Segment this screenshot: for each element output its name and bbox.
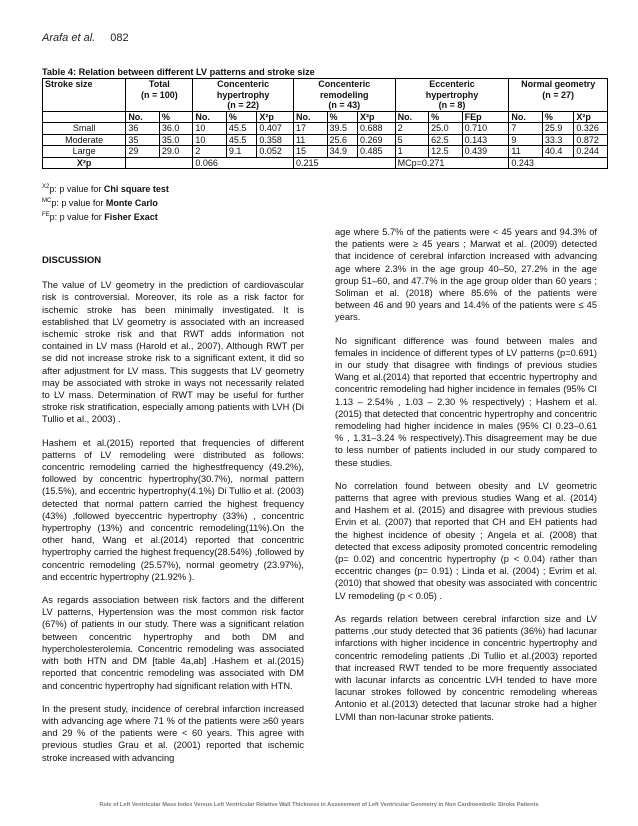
group-n: (n = 43) [328, 100, 361, 110]
table-cell [126, 157, 193, 169]
stroke-size-header: Stroke size [43, 79, 126, 112]
table-cell: 45.5 [226, 123, 256, 135]
note-sup: MC [42, 198, 52, 204]
row-category: Small [43, 123, 126, 135]
table-cell: 0.485 [357, 146, 395, 158]
table-cell: 0.269 [357, 134, 395, 146]
table-cell: 0.688 [357, 123, 395, 135]
note-fisher-exact [42, 209, 169, 223]
sub-pct: % [327, 111, 357, 123]
page-number: 082 [110, 32, 129, 44]
note-bold: Monte Carlo [105, 198, 158, 208]
paragraph: No correlation found between obesity and LV geometric patterns that agree with previous studies Wang et al. (2014) and Hashem et al. (2015) and disagree with previous studies Ervin et al. (2007) that reported that CH and EH patients had the highest incidence of obesity ; Angela et al. (2008) that detected that excess adiposity promoted concentric remodeling (p= 0.02) and concentric hypertrophy (p < 0.04) rather than eccentric changes (p= 0.91) ; Linda et al. (2004) ; Evrim et al. (2010) that showed that obesity was associated with concentric LV remodeling (p < 0.05) . [335, 480, 597, 601]
table-cell: 62.5 [429, 134, 463, 146]
group-n: (n = 100) [140, 89, 178, 100]
running-footer: Role of Left Ventricular Mass Index Versus Left Ventricular Relative Wall Thickness in Assessment of Left Ventricular Geometry in Non Cardioembolic Stroke Patients [99, 802, 539, 808]
paragraph: In the present study, incidence of cerebral infarction increased with advancing age where 71 % of the patients were ≥60 years and 29 % of the patients were < 60 years. This agree with previous studies Grau et al. (2001) reported that ischemic stroke increased with advancing [42, 703, 304, 763]
group-header-concentric-remodeling [293, 79, 395, 112]
table-cell: 33.3 [542, 134, 574, 146]
table-row-chi-square [43, 157, 608, 169]
table-cell: 0.358 [257, 134, 294, 146]
stroke-size-table [42, 78, 608, 169]
sub-no: No. [395, 111, 429, 123]
group-header-concentric-hypertrophy [193, 79, 294, 112]
table-cell: 35 [126, 134, 160, 146]
table-subheader-row [43, 111, 608, 123]
table-row-moderate [43, 134, 608, 146]
note-sup: X2 [42, 184, 50, 190]
table-cell: 1 [395, 146, 429, 158]
table-cell: 0.143 [462, 134, 509, 146]
table-cell: 34.9 [327, 146, 357, 158]
group-label-2: hypertrophy [216, 89, 270, 100]
sub-p: FEp [462, 111, 509, 123]
table-cell: 0.439 [462, 146, 509, 158]
table-cell: 12.5 [429, 146, 463, 158]
group-header-eccentric-hypertrophy [395, 79, 509, 112]
note-bold: Fisher Exact [104, 212, 158, 222]
group-n: (n = 27) [542, 89, 575, 100]
table-cell: 39.5 [327, 123, 357, 135]
sub-pct: % [542, 111, 574, 123]
row-category: Moderate [43, 134, 126, 146]
left-column [42, 255, 304, 775]
note-text: p: p value for [49, 184, 104, 194]
table-row-large [43, 146, 608, 158]
table-cell: 15 [293, 146, 327, 158]
table-cell: 29.0 [159, 146, 193, 158]
sub-no: No. [509, 111, 543, 123]
sub-pct: % [429, 111, 463, 123]
table-title: Table 4: Relation between different LV patterns and stroke size [42, 67, 315, 77]
chi-label: X²p [43, 157, 126, 169]
sub-no: No. [293, 111, 327, 123]
table-cell: 0.872 [574, 134, 608, 146]
table-cell: 0.326 [574, 123, 608, 135]
chi-value-ng: 0.243 [509, 157, 608, 169]
group-n: (n = 8) [438, 100, 466, 110]
paragraph: age where 5.7% of the patients were < 45 years and 94.3% of the patients were ≥ 45 years ; Marwat et al. (2009) detected that incidence of cerebral infarction increased with advancing age where 2.3% in the age group 40–50, 27.2% in the age group 51–60, and 47.7% in the age group older than 60 years ; Soliman et al. (2018) where 85.6% of the patients were between 46 and 90 years and 14.4% of the patients were ≤ 45 years. [335, 227, 597, 323]
table-cell: 11 [293, 134, 327, 146]
paragraph: As regards association between risk factors and the different LV patterns, Hypertension was the most common risk factor (67%) of patients in our study. There was a significant relation between concentric hypertrophy and both DM and hypercholesterolemia. Concentric remodeling was associated with both HTN and DM [table 4a,ab] .Hashem et al.(2015) reported that concentric remodeling was associated with DM and concentric hypertrophy had significant relation with HTN. [42, 595, 304, 691]
paragraph: As regards relation between cerebral infarction size and LV patterns ,our study detected that 36 patients (36%) had lacunar infarctions with higher incidence in concentric hypertrophy and concentric remodeling patients .Di Tullio et al.(2003) reported that increased RWT tended to be more frequently associated with lacunar infarcts as concentric LVH tended to have more lacunar strokes followed by concentric remodeling whereas Antonio et al.(2013) detected that lacunar stroke had a higher LVMI than non-lacunar stroke patients. [335, 613, 597, 722]
table-notes [42, 181, 169, 223]
table-cell: 25.6 [327, 134, 357, 146]
group-header-normal-geometry [509, 79, 608, 112]
row-category: Large [43, 146, 126, 158]
table-cell: 5 [395, 134, 429, 146]
group-n: (n = 22) [227, 100, 260, 110]
group-label: Concenteric [318, 79, 371, 89]
table-cell: 0.052 [257, 146, 294, 158]
table-cell: 11 [509, 146, 543, 158]
sub-no: No. [126, 111, 160, 123]
group-label: Normal geometry [521, 79, 596, 89]
table-cell: 0.710 [462, 123, 509, 135]
empty-cell [43, 111, 126, 123]
table-cell: 35.0 [159, 134, 193, 146]
group-label: Eccenteric [429, 79, 475, 89]
table-cell: 40.4 [542, 146, 574, 158]
group-label: Concenteric [217, 79, 270, 89]
note-text: p: p value for [51, 198, 106, 208]
paragraph: No significant difference was found between males and females in incidence of different types of LV patterns (p=0.691) in our study that disagree with findings of previous studies Wang et al.(2014) that reported that eccentric hypertrophy and concentric remodeling had higher incidence in females (95% CI 1.13 – 2.54% , 1.03 – 2.30 % respectively) ; Hashem et al. (2015) that detected that concentric hypertrophy and concentric remodeling had higher incidence in males (95% CI 0.23–0.61 % , 1.31–3.24 % respectively).This disagreement may be due to less number of patients included in our study compared to these studies. [335, 335, 597, 468]
table-cell: 9 [509, 134, 543, 146]
sub-pct: % [159, 111, 193, 123]
group-label-2: hypertrophy [425, 89, 479, 100]
note-chi-square [42, 181, 169, 195]
table-cell: 0.407 [257, 123, 294, 135]
sub-pct: % [226, 111, 256, 123]
note-text: p: p value for [49, 212, 105, 222]
group-label-2: remodeling [320, 89, 369, 100]
table-cell: 17 [293, 123, 327, 135]
group-label: Total [148, 79, 170, 89]
note-monte-carlo [42, 195, 169, 209]
table-cell: 25.9 [542, 123, 574, 135]
sub-no: No. [193, 111, 227, 123]
paragraph: The value of LV geometry in the prediction of cardiovascular risk is controversial. Moreover, its role as a risk factor for ischemic stroke has been minimally investigated. It is established that LV geometry is associated with an increased ischemic stroke risk and that RWT adds information not contained in LV mass (Harold et al., 2007). Although RWT per se did not increase stroke risk to a significant extent, it did so after adjustment for LV mass. This suggests that LV geometry may be associated with stroke in ways not necessarily related to LV mass. Determination of RWT may be useful for further stroke risk stratification, especially among patients with LVH (Di Tullio et al., 2003) . [42, 280, 304, 425]
right-column [335, 226, 597, 734]
note-sup: FE [42, 212, 50, 218]
chi-value-cr: 0.215 [293, 157, 395, 169]
sub-p: X²p [574, 111, 608, 123]
table-header-row [43, 79, 608, 112]
table-cell: 36 [126, 123, 160, 135]
running-header [42, 32, 129, 44]
header-author: Arafa et al. [42, 32, 96, 44]
table-cell: 2 [395, 123, 429, 135]
table-cell: 2 [193, 146, 227, 158]
sub-p: X²p [257, 111, 294, 123]
note-bold: Chi square test [103, 184, 169, 194]
paragraph: Hashem et al.(2015) reported that frequencies of different patterns of LV remodeling were distributed as follows: concentric remodeling carried the highestfrequency (49.2%), followed by concentric hypertrophy(30.7%), normal pattern (15.5%), and eccentric hypertrophy(4.1%) Di Tullio et al. (2003) detected that normal pattern carried the highest frequency (43%) ,followed byeccentric hypertrophy (33%) , concentric hypertrophy (13%) and concentric remodeling(11%).On the other hand, Wang et al.(2014) reported that concentric hypertrophy carried the highest frequency(28.54%) ,followed by concentric remodeling (25.57%), normal geometry (23.97%), and eccentric hypertrophy (21.92% ). [42, 437, 304, 582]
table-cell: 25.0 [429, 123, 463, 135]
table-cell: 9.1 [226, 146, 256, 158]
sub-p: X²p [357, 111, 395, 123]
chi-value-eh: MCp=0.271 [395, 157, 509, 169]
section-heading: DISCUSSION [42, 255, 102, 266]
chi-value-ch: 0.066 [193, 157, 294, 169]
table-row-small [43, 123, 608, 135]
table-cell: 29 [126, 146, 160, 158]
table-cell: 0.244 [574, 146, 608, 158]
table-cell: 45.5 [226, 134, 256, 146]
table-cell: 10 [193, 134, 227, 146]
table-cell: 36.0 [159, 123, 193, 135]
table-cell: 7 [509, 123, 543, 135]
table-cell: 10 [193, 123, 227, 135]
group-header-total [126, 79, 193, 112]
